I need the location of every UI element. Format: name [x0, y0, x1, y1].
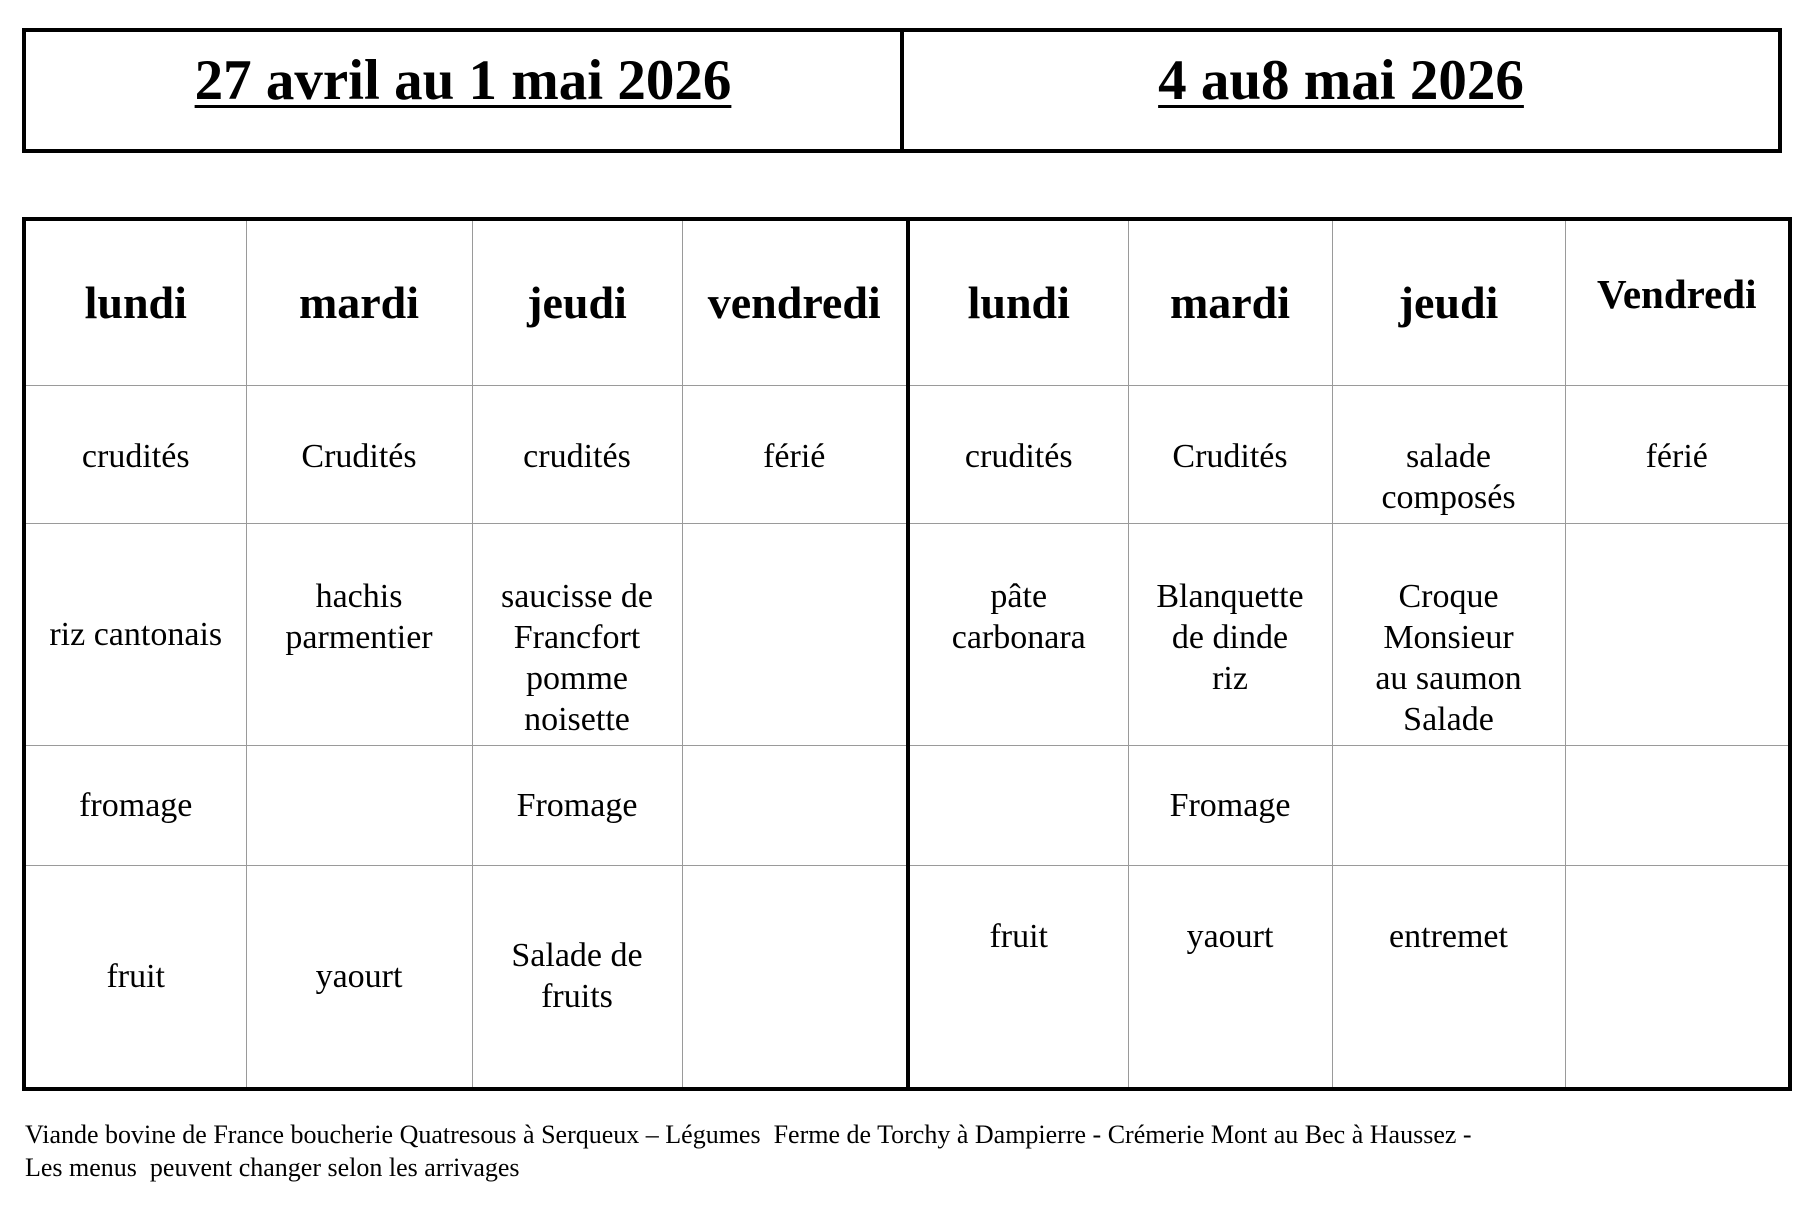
days-row	[24, 219, 1790, 385]
plat-line: noisette	[524, 700, 630, 738]
plat-cell	[246, 523, 472, 745]
fromage-cell	[246, 745, 472, 865]
fromage-cell	[1565, 745, 1790, 865]
fromage-cell: Fromage	[1128, 745, 1332, 865]
dessert-cell	[908, 865, 1128, 1089]
entree-cell: Crudités	[246, 385, 472, 523]
week-title-second: 4 au8 mai 2026	[1158, 49, 1524, 112]
day-header: jeudi	[472, 219, 682, 385]
week-header	[22, 28, 1782, 153]
plat-cell	[1332, 523, 1565, 745]
fromage-cell: Fromage	[472, 745, 682, 865]
plat-line: Blanquette	[1156, 577, 1304, 615]
dessert-line: entremet	[1389, 917, 1508, 955]
entree-cell: Crudités	[1128, 385, 1332, 523]
entree-cell: crudités	[908, 385, 1128, 523]
plat-cell	[908, 523, 1128, 745]
plat-line: de dinde	[1171, 618, 1289, 656]
plat-row	[24, 523, 1790, 745]
day-header: lundi	[24, 219, 246, 385]
plat-line: Francfort	[513, 618, 641, 656]
plat-line: pâte	[990, 577, 1048, 615]
plat-line: Salade	[1403, 700, 1494, 738]
plat-line: pomme	[526, 659, 628, 697]
entree-cell: férié	[682, 385, 908, 523]
plat-cell	[1128, 523, 1332, 745]
dessert-cell	[472, 865, 682, 1089]
fromage-row	[24, 745, 1790, 865]
plat-line: riz cantonais	[49, 615, 223, 653]
day-header: vendredi	[682, 219, 908, 385]
entree-cell: crudités	[24, 385, 246, 523]
week-title-first: 27 avril au 1 mai 2026	[26, 32, 904, 149]
dessert-row	[24, 865, 1790, 1089]
footer-notes	[25, 1118, 1472, 1184]
dessert-line: fruit	[106, 957, 166, 995]
entree-line: salade	[1406, 437, 1491, 475]
plat-line: Croque	[1398, 577, 1499, 615]
fromage-cell	[682, 745, 908, 865]
plat-line: parmentier	[285, 618, 433, 656]
footer-line-1: Viande bovine de France boucherie Quatresous à Serqueux – Légumes Ferme de Torchy à Dampierre - Crémerie Mont au Bec à Haussez -	[25, 1120, 1472, 1149]
dessert-line: yaourt	[315, 957, 403, 995]
plat-cell	[472, 523, 682, 745]
entree-cell: férié	[1565, 385, 1790, 523]
plat-line: carbonara	[951, 618, 1086, 656]
dessert-cell	[1128, 865, 1332, 1089]
dessert-cell	[24, 865, 246, 1089]
day-header: lundi	[908, 219, 1128, 385]
fromage-cell: fromage	[24, 745, 246, 865]
day-header: jeudi	[1332, 219, 1565, 385]
fromage-cell	[1332, 745, 1565, 865]
plat-line: au saumon	[1375, 659, 1522, 697]
dessert-line: Salade de	[511, 937, 643, 975]
dessert-line: yaourt	[1186, 917, 1274, 955]
plat-line: Monsieur	[1383, 618, 1514, 656]
plat-cell	[24, 523, 246, 745]
dessert-cell	[246, 865, 472, 1089]
plat-line: saucisse de	[500, 577, 653, 615]
dessert-line: fruits	[541, 978, 613, 1016]
dessert-cell	[1565, 865, 1790, 1089]
plat-cell	[682, 523, 908, 745]
day-header: mardi	[1128, 219, 1332, 385]
fromage-cell	[908, 745, 1128, 865]
plat-line: riz	[1212, 659, 1248, 697]
entree-line: composés	[1381, 478, 1516, 516]
day-header: mardi	[246, 219, 472, 385]
dessert-cell	[1332, 865, 1565, 1089]
footer-line-2: Les menus peuvent changer selon les arrivages	[25, 1153, 520, 1182]
menu-table	[22, 217, 1792, 1091]
dessert-line: fruit	[989, 917, 1049, 955]
dessert-cell	[682, 865, 908, 1089]
entree-cell: crudités	[472, 385, 682, 523]
plat-line: hachis	[315, 577, 403, 615]
entree-row	[24, 385, 1790, 523]
plat-cell	[1565, 523, 1790, 745]
day-header: Vendredi	[1565, 219, 1790, 385]
entree-cell	[1332, 385, 1565, 523]
